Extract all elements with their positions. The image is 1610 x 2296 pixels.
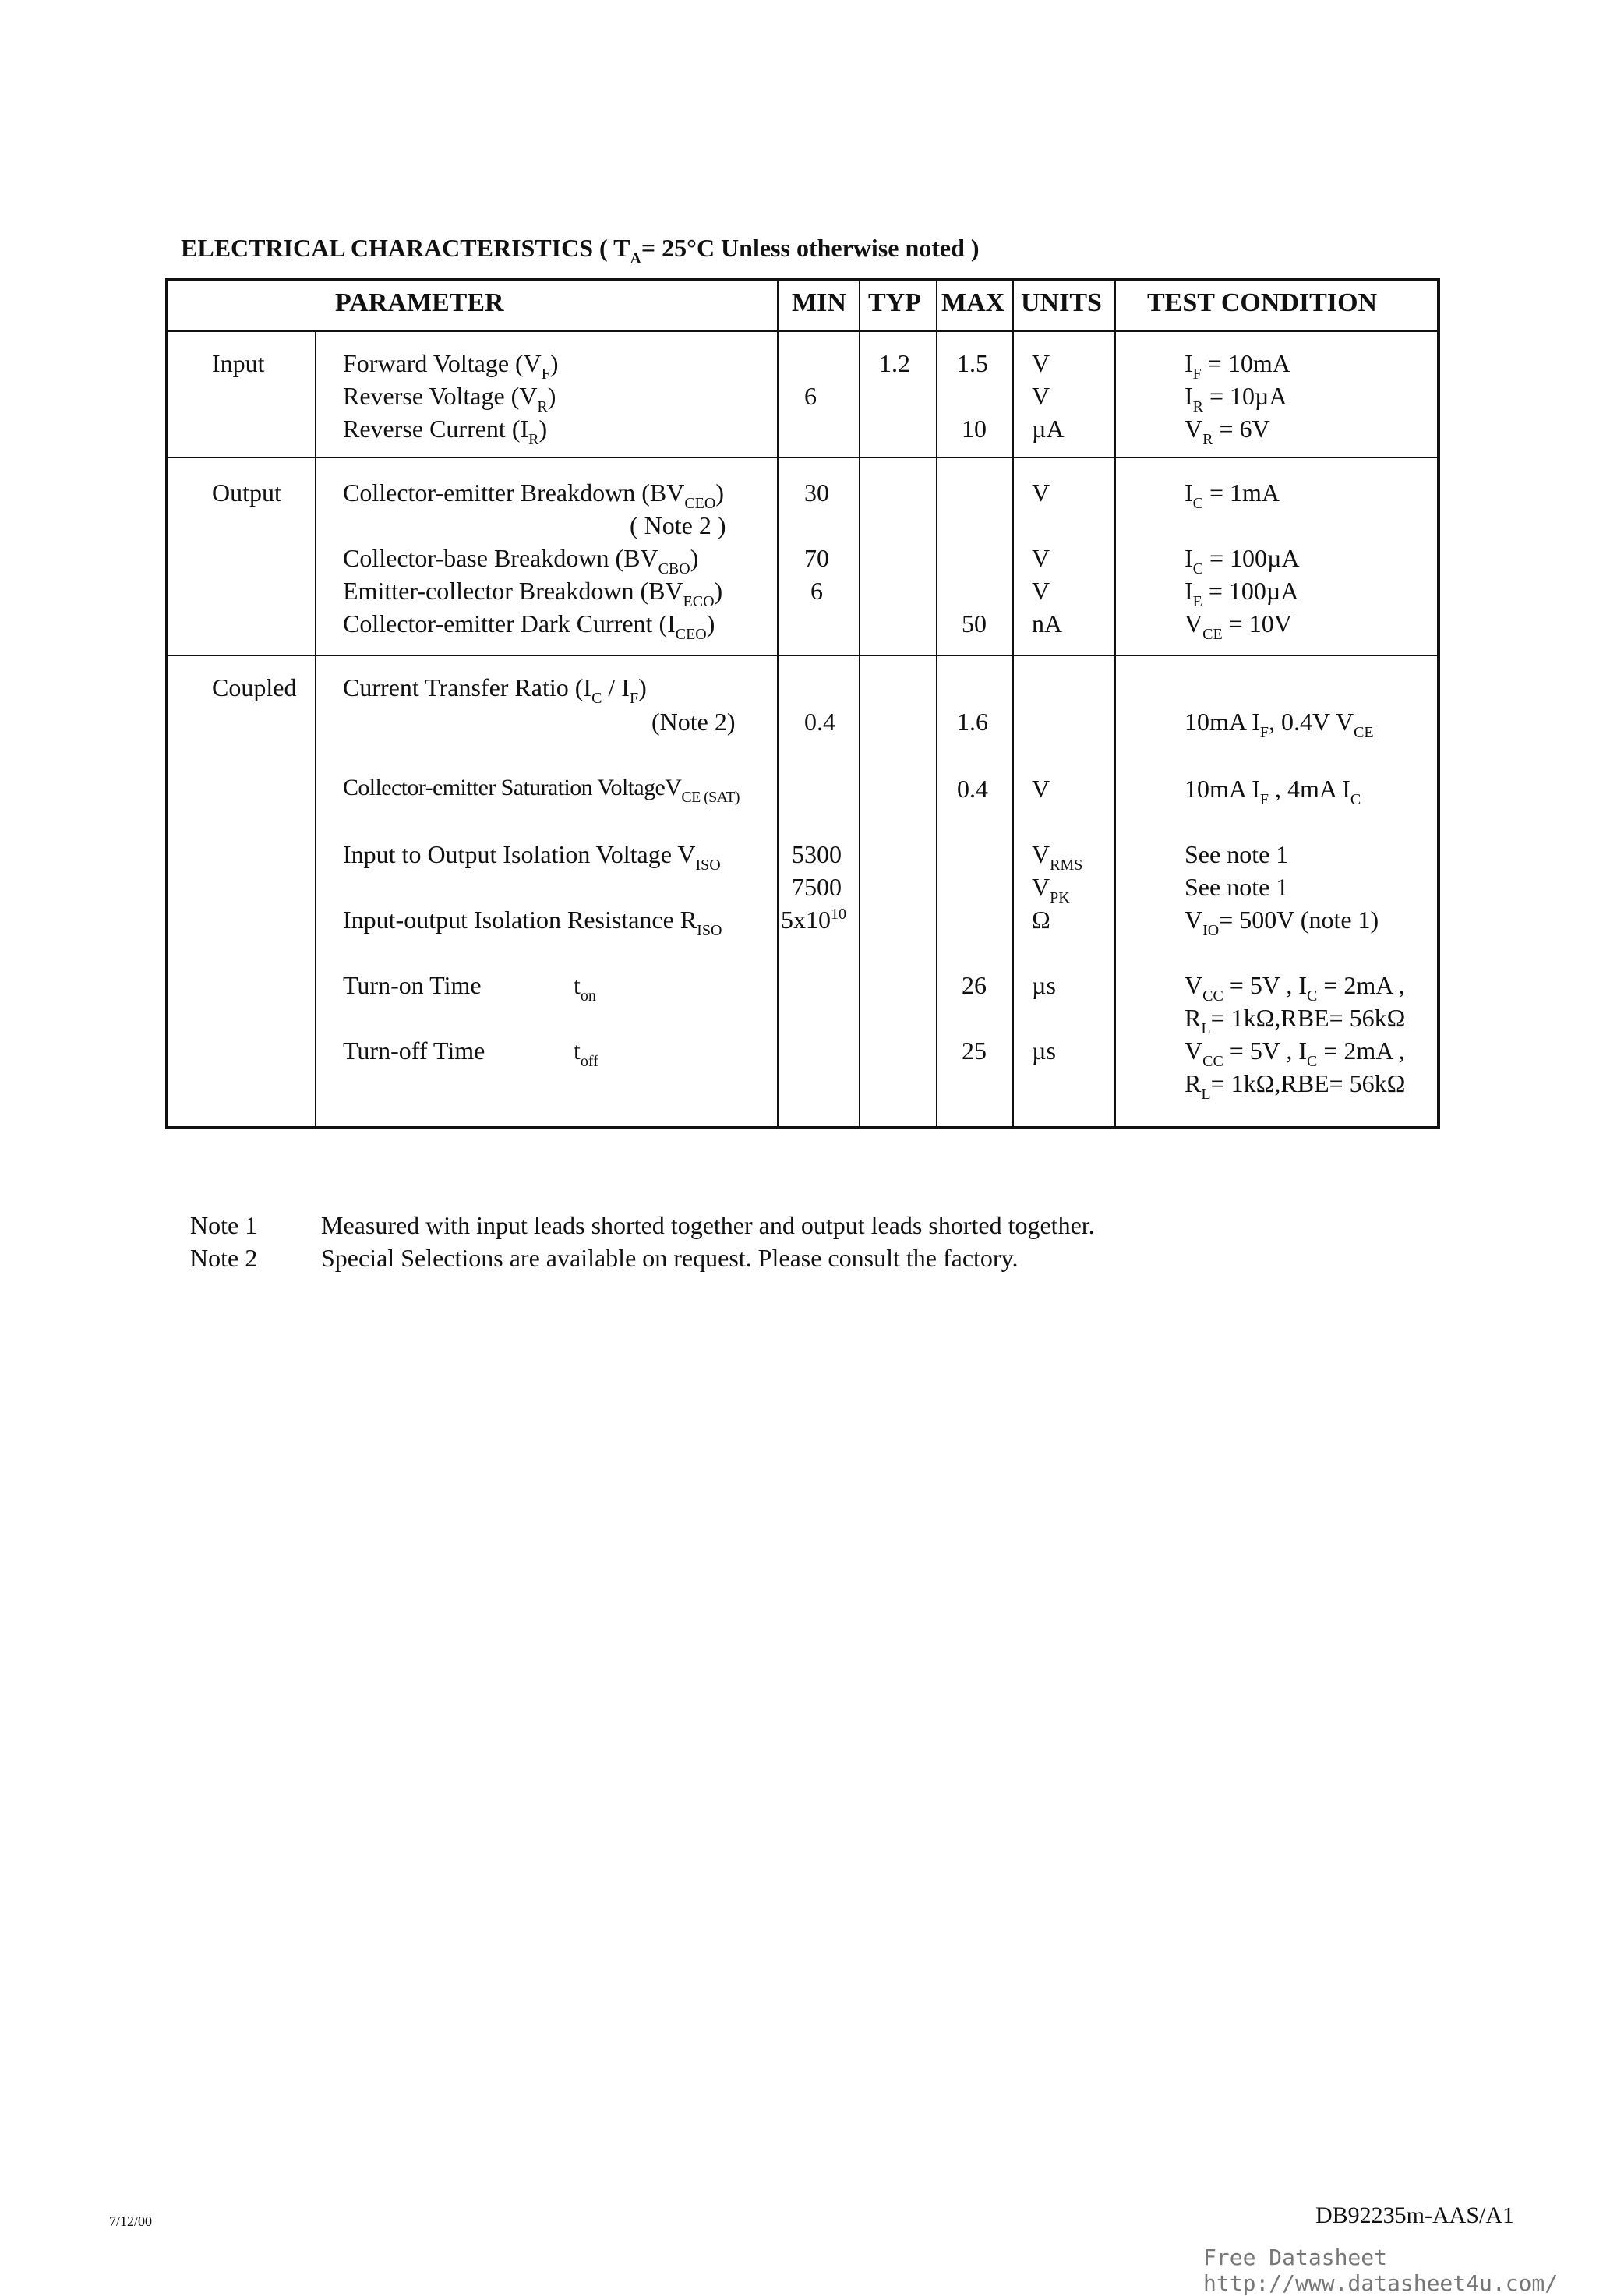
table-divider [1114, 280, 1116, 1127]
test-condition: $I_C = 100\mu A$ [1185, 544, 1300, 578]
param-emitter-collector-breakdown: Emitter-collector Breakdown $(BV_{ECO})$ [343, 577, 723, 610]
max-value: 25 [962, 1037, 987, 1065]
table-divider [315, 330, 316, 1127]
table-divider [167, 655, 1439, 656]
param-reverse-current: Reverse Current $(I_R)$ [343, 415, 548, 448]
min-value: 6 [804, 382, 817, 410]
test-condition: $R_L= 1k\Omega,RBE= 56k\Omega$ [1185, 1004, 1406, 1037]
param-turn-off-time: Turn-off Time [343, 1037, 485, 1065]
units-value: V [1032, 775, 1050, 803]
param-reverse-voltage: Reverse Voltage $(V_R)$ [343, 382, 556, 415]
units-value: µA [1032, 415, 1065, 443]
document-code: DB92235m-AAS/A1 [1315, 2202, 1515, 2228]
header-max: MAX [941, 288, 1005, 317]
test-condition: 10mA $I_F$ , 4mA $I_C$ [1185, 775, 1361, 808]
table-divider [936, 280, 937, 1127]
test-condition: $V_{CC} = 5V$ , $I_C = 2mA$ , [1185, 1037, 1405, 1070]
note-label: Note 2 [190, 1244, 258, 1272]
group-label-coupled: Coupled [212, 673, 297, 701]
units-value: $V_{PK}$ [1032, 873, 1070, 906]
units-value: nA [1032, 609, 1063, 638]
max-value: 10 [962, 415, 987, 443]
max-value: 1.5 [957, 349, 988, 377]
max-value: 1.6 [957, 708, 988, 736]
param-saturation-voltage: Collector-emitter Saturation VoltageV$_{CE (SAT)}$ [343, 775, 740, 806]
header-parameter: PARAMETER [335, 288, 504, 317]
test-condition: 10mA $I_F$, 0.4V $V_{CE}$ [1185, 708, 1374, 741]
test-condition: $I_F = 10mA$ [1185, 349, 1290, 383]
note-text: Measured with input leads shorted together and output leads shorted together. [321, 1211, 1095, 1239]
units-value: V [1032, 349, 1050, 377]
header-test-condition: TEST CONDITION [1147, 288, 1378, 317]
test-condition: See note 1 [1185, 840, 1289, 868]
note-text: Special Selections are available on request. Please consult the factory. [321, 1244, 1019, 1272]
footer-date: 7/12/00 [109, 2213, 153, 2229]
param-turn-on-time: Turn-on Time [343, 971, 482, 999]
units-value: V [1032, 479, 1050, 507]
param-isolation-resistance: Input-output Isolation Resistance $R_{ISO}$ [343, 906, 722, 939]
units-value: V [1032, 577, 1050, 605]
units-value: V [1032, 544, 1050, 572]
test-condition: $R_L= 1k\Omega,RBE= 56k\Omega$ [1185, 1069, 1406, 1103]
table-divider [167, 330, 1439, 332]
param-dark-current: Collector-emitter Dark Current $(I_{CEO})$ [343, 609, 715, 643]
test-condition: $V_{IO}= 500V$ (note 1) [1185, 906, 1379, 939]
table-divider [859, 280, 860, 1127]
header-units: UNITS [1021, 288, 1102, 317]
test-condition: $V_{CC} = 5V$ , $I_C = 2mA$ , [1185, 971, 1405, 1005]
table-divider [1012, 280, 1014, 1127]
header-min: MIN [792, 288, 846, 317]
test-condition: $I_C = 1mA$ [1185, 479, 1280, 512]
test-condition: $I_R = 10\mu A$ [1185, 382, 1287, 415]
param-collector-emitter-breakdown: Collector-emitter Breakdown $(BV_{CEO})$ [343, 479, 724, 512]
min-value: 5300 [792, 840, 842, 868]
param-current-transfer-ratio: Current Transfer Ratio $(I_C / I_F)$ [343, 673, 647, 707]
param-isolation-voltage: Input to Output Isolation Voltage $V_{ISO}$ [343, 840, 721, 874]
watermark: Free Datasheet http://www.datasheet4u.com/ [1203, 2245, 1559, 2296]
group-label-input: Input [212, 349, 265, 377]
section-heading: ELECTRICAL CHARACTERISTICS ( $T_A= 25^\circ C$ Unless otherwise noted ) [181, 234, 980, 267]
units-value: V [1032, 382, 1050, 410]
param-note-ref: (Note 2) [651, 708, 736, 736]
units-value: µs [1032, 1037, 1056, 1065]
test-condition: $V_{CE} = 10V$ [1185, 609, 1292, 643]
table-divider [777, 280, 779, 1127]
param-note-ref: ( Note 2 ) [630, 511, 726, 539]
units-value: $V_{RMS}$ [1032, 840, 1083, 874]
units-value: Ω [1032, 906, 1050, 934]
min-value: 6 [810, 577, 823, 605]
typ-value: 1.2 [879, 349, 910, 377]
min-value: 30 [804, 479, 829, 507]
units-value: µs [1032, 971, 1056, 999]
min-value: 0.4 [804, 708, 835, 736]
min-value: 70 [804, 544, 829, 572]
table-divider [167, 457, 1439, 458]
min-value: $5x10^{10}$ [781, 906, 846, 934]
param-symbol: $t_{off}$ [574, 1037, 598, 1070]
param-collector-base-breakdown: Collector-base Breakdown $(BV_{CBO})$ [343, 544, 699, 578]
max-value: 0.4 [957, 775, 988, 803]
max-value: 26 [962, 971, 987, 999]
header-typ: TYP [868, 288, 921, 317]
max-value: 50 [962, 609, 987, 638]
param-forward-voltage: Forward Voltage $(V_F)$ [343, 349, 559, 383]
note-label: Note 1 [190, 1211, 258, 1239]
param-symbol: $t_{on}$ [574, 971, 596, 1005]
group-label-output: Output [212, 479, 281, 507]
test-condition: See note 1 [1185, 873, 1289, 901]
test-condition: $V_R = 6V$ [1185, 415, 1270, 448]
test-condition: $I_E = 100\mu A$ [1185, 577, 1299, 610]
min-value: 7500 [792, 873, 842, 901]
